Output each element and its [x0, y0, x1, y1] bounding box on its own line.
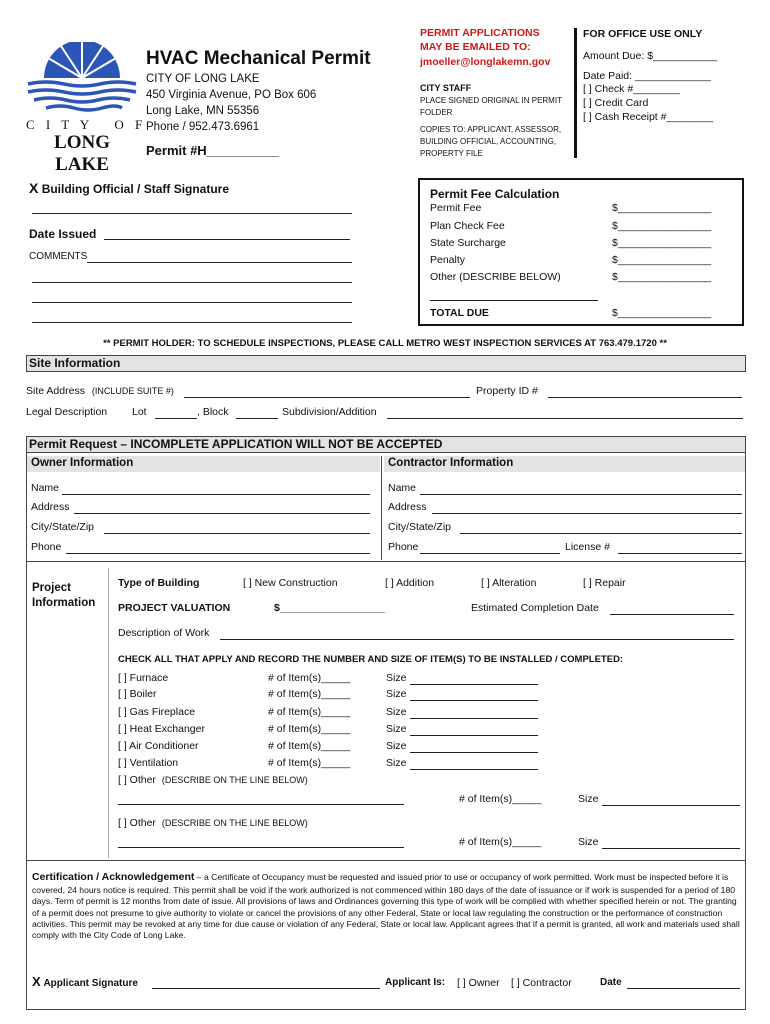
cert-divider	[27, 860, 745, 861]
fee-calculation-box	[418, 178, 744, 326]
cash-receipt-checkbox[interactable]: [ ] Cash Receipt #________	[583, 111, 714, 123]
contractor-phone-line[interactable]	[420, 553, 560, 554]
other-size-label-2: Size	[578, 836, 599, 848]
repair-checkbox[interactable]: [ ] Repair	[583, 577, 626, 589]
heat-exchanger-count-field[interactable]: # of Item(s)_____	[268, 723, 351, 735]
fee-label-penalty: Penalty	[430, 254, 466, 266]
air-conditioner-size-line[interactable]	[410, 752, 538, 753]
ventilation-checkbox[interactable]: [ ] Ventilation	[118, 757, 179, 769]
site-address-row	[26, 385, 746, 397]
description-label: Description of Work	[118, 627, 210, 639]
boiler-count-field[interactable]: # of Item(s)_____	[268, 688, 351, 700]
owner-phone-label: Phone	[31, 541, 62, 553]
site-address-line[interactable]	[184, 397, 470, 398]
city-address-line1: 450 Virginia Avenue, PO Box 606	[146, 89, 317, 101]
ventilation-size-label: Size	[386, 757, 407, 769]
other-description-line-2[interactable]	[118, 847, 404, 848]
other-checkbox-2[interactable]	[118, 817, 308, 829]
gas-fireplace-count-field[interactable]: # of Item(s)_____	[268, 706, 351, 718]
total-due-label: TOTAL DUE	[430, 307, 489, 319]
logo-text-top: C I T Y O F	[26, 117, 147, 132]
furnace-size-line[interactable]	[410, 684, 538, 685]
furnace-size-label: Size	[386, 672, 407, 684]
fee-value-plan-check[interactable]: $________________	[612, 220, 712, 232]
type-of-building-label: Type of Building	[118, 577, 200, 589]
fee-label-state-surcharge: State Surcharge	[430, 237, 506, 249]
owner-heading: Owner Information	[31, 457, 134, 469]
other-count-field-2[interactable]: # of Item(s)_____	[459, 836, 542, 848]
office-use-heading: FOR OFFICE USE ONLY	[583, 28, 703, 40]
owner-city-label: City/State/Zip	[31, 521, 95, 533]
inspection-notice: ** PERMIT HOLDER: TO SCHEDULE INSPECTIONS, PLEASE CALL METRO WEST INSPECTION SERVICES AT 763.479.1720 **	[103, 338, 667, 349]
owner-name-label: Name	[31, 482, 60, 494]
boiler-size-line[interactable]	[410, 700, 538, 701]
other-note-1: (DESCRIBE ON THE LINE BELOW)	[161, 775, 308, 785]
date-issued-line[interactable]	[104, 239, 350, 240]
owner-address-label: Address	[31, 501, 70, 513]
addition-checkbox[interactable]: [ ] Addition	[385, 577, 435, 589]
official-signature-line[interactable]	[32, 213, 352, 214]
applicant-owner-checkbox[interactable]: [ ] Owner	[457, 977, 500, 989]
city-staff-line1: PLACE SIGNED ORIGINAL IN PERMIT	[420, 96, 562, 105]
owner-name-line[interactable]	[62, 494, 370, 495]
fee-label-plan-check: Plan Check Fee	[430, 220, 505, 232]
date-issued-label: Date Issued	[29, 227, 97, 241]
other-label-1: [ ] Other	[118, 774, 156, 786]
fee-label-permit: Permit Fee	[430, 202, 482, 214]
city-staff-heading: CITY STAFF	[420, 83, 472, 93]
other-checkbox-1[interactable]	[118, 774, 308, 786]
applicant-contractor-checkbox[interactable]: [ ] Contractor	[511, 977, 572, 989]
gas-fireplace-size-line[interactable]	[410, 718, 538, 719]
applicant-date-line[interactable]	[627, 988, 740, 989]
project-label-box	[27, 568, 109, 858]
applicant-date-label: Date	[600, 977, 622, 988]
city-staff-line2: FOLDER	[420, 108, 453, 117]
section-divider	[27, 561, 745, 562]
city-name: CITY OF LONG LAKE	[146, 73, 260, 85]
email-address-link[interactable]: jmoeller@longlakemn.gov	[420, 56, 551, 68]
permit-number-field[interactable]: Permit #H__________	[146, 143, 279, 158]
check-all-instructions: CHECK ALL THAT APPLY AND RECORD THE NUMBER AND SIZE OF ITEM(S) TO BE INSTALLED / COMPLETED:	[118, 654, 624, 665]
office-use-divider	[574, 28, 577, 158]
contractor-address-label: Address	[388, 501, 427, 513]
subdivision-label: Subdivision/Addition	[282, 406, 377, 418]
contractor-city-line[interactable]	[460, 533, 742, 534]
other-count-field-1[interactable]: # of Item(s)_____	[459, 793, 542, 805]
city-logo	[26, 42, 147, 175]
furnace-checkbox[interactable]: [ ] Furnace	[118, 672, 169, 684]
copies-line1: COPIES TO: APPLICANT, ASSESSOR,	[420, 125, 562, 134]
license-label: License #	[565, 541, 610, 553]
project-valuation-label: PROJECT VALUATION	[118, 602, 231, 614]
comments-line-4[interactable]	[32, 322, 352, 323]
site-address-note: (INCLUDE SUITE #)	[91, 386, 174, 396]
heat-exchanger-size-line[interactable]	[410, 735, 538, 736]
legal-description-label: Legal Description	[26, 406, 108, 418]
project-label-2: Information	[32, 597, 96, 609]
x-mark: X	[29, 180, 39, 196]
credit-card-checkbox[interactable]: [ ] Credit Card	[583, 97, 649, 109]
total-due-value[interactable]: $________________	[612, 307, 712, 319]
boiler-checkbox[interactable]: [ ] Boiler	[118, 688, 157, 700]
property-id-label: Property ID #	[476, 385, 538, 397]
gas-fireplace-checkbox[interactable]: [ ] Gas Fireplace	[118, 706, 196, 718]
logo-text-bottom: LONG LAKE	[54, 132, 110, 175]
comments-line-2[interactable]	[32, 282, 352, 283]
certification-body: – a Certificate of Occupancy must be requested and issued prior to use or occupancy of work permitted. Work must be inspected before it is covered, 24 hours notice is required. This permit shall be void if the work authorized is not commenced within 180 days of the date of issuance or if work is suspended for a period of 180 days. Term of permit is 12 months from date of issue. All provisions of laws and Ordinances governing this type of work will be complied with whether specified herein or not. The granting of a permit does not presume to give authority to violate or cancel the provisions of any other Federal, State or local law regulating the construction or the performance of construction activities. This permit may be revoked at any time for due cause or violation of any Federal, State or local law. Applicant agrees that if a permit is granted, all work and materials used shall comply with the City Code of Long Lake.	[32, 872, 740, 941]
applicant-signature-row	[32, 974, 138, 989]
owner-city-line[interactable]	[104, 533, 370, 534]
applicant-signature-line[interactable]	[152, 988, 380, 989]
page-title: HVAC Mechanical Permit	[146, 48, 371, 69]
email-heading-2: MAY BE EMAILED TO:	[420, 41, 531, 53]
other-note-2: (DESCRIBE ON THE LINE BELOW)	[161, 818, 308, 828]
comments-line-3[interactable]	[32, 302, 352, 303]
alteration-checkbox[interactable]: [ ] Alteration	[481, 577, 537, 589]
contractor-city-label: City/State/Zip	[388, 521, 452, 533]
contractor-name-line[interactable]	[420, 494, 742, 495]
fee-value-state-surcharge[interactable]: $________________	[612, 237, 712, 249]
completion-date-label: Estimated Completion Date	[471, 602, 599, 614]
copies-line3: PROPERTY FILE	[420, 149, 483, 158]
sun-waves-icon	[26, 42, 138, 112]
fee-other-description-line[interactable]	[430, 300, 598, 301]
license-line[interactable]	[618, 553, 742, 554]
description-line[interactable]	[220, 639, 734, 640]
fee-value-other[interactable]: $________________	[612, 271, 712, 283]
fee-label-other: Other (DESCRIBE BELOW)	[430, 271, 561, 283]
official-signature-label	[29, 180, 229, 196]
city-phone: Phone / 952.473.6961	[146, 121, 260, 133]
ventilation-count-field[interactable]: # of Item(s)_____	[268, 757, 351, 769]
amount-due-field[interactable]: Amount Due: $___________	[583, 50, 718, 62]
site-info-heading: Site Information	[26, 355, 746, 372]
air-conditioner-size-label: Size	[386, 740, 407, 752]
owner-address-line[interactable]	[74, 513, 370, 514]
project-label-1: Project	[32, 582, 71, 594]
heat-exchanger-size-label: Size	[386, 723, 407, 735]
owner-phone-line[interactable]	[66, 553, 370, 554]
other-size-label-1: Size	[578, 793, 599, 805]
lot-label: Lot	[132, 406, 147, 418]
certification-text	[32, 871, 742, 942]
subdivision-line[interactable]	[387, 418, 743, 419]
fee-value-permit[interactable]: $________________	[612, 202, 712, 214]
gas-fireplace-size-label: Size	[386, 706, 407, 718]
copies-line2: BUILDING OFFICIAL, ACCOUNTING,	[420, 137, 557, 146]
property-id-line[interactable]	[548, 397, 742, 398]
air-conditioner-count-field[interactable]: # of Item(s)_____	[268, 740, 351, 752]
official-signature-text: Building Official / Staff Signature	[41, 182, 230, 196]
other-label-2: [ ] Other	[118, 817, 156, 829]
applicant-x-mark: X	[32, 974, 41, 989]
project-valuation-field[interactable]: $__________________	[274, 602, 385, 614]
contractor-phone-label: Phone	[388, 541, 419, 553]
site-address-label: Site Address	[26, 385, 85, 397]
contractor-heading: Contractor Information	[388, 457, 514, 469]
lot-line[interactable]	[155, 418, 197, 419]
applicant-is-label: Applicant Is:	[385, 977, 446, 988]
comments-label: COMMENTS	[29, 251, 88, 262]
email-heading-1: PERMIT APPLICATIONS	[420, 27, 540, 39]
furnace-count-field[interactable]: # of Item(s)_____	[268, 672, 351, 684]
city-address-line2: Long Lake, MN 55356	[146, 105, 260, 117]
applicant-is-text: Applicant Is	[385, 977, 442, 988]
block-line[interactable]	[236, 418, 278, 419]
certification-heading: Certification / Acknowledgement	[32, 871, 195, 883]
contractor-address-line[interactable]	[432, 513, 742, 514]
contractor-name-label: Name	[388, 482, 417, 494]
check-checkbox[interactable]: [ ] Check #________	[583, 83, 680, 95]
boiler-size-label: Size	[386, 688, 407, 700]
owner-contractor-divider	[381, 456, 382, 560]
applicant-signature-label: Applicant Signature	[43, 978, 138, 989]
block-label: , Block	[197, 406, 229, 418]
other-description-line-1[interactable]	[118, 804, 404, 805]
new-construction-checkbox[interactable]: [ ] New Construction	[243, 577, 338, 589]
permit-request-heading: Permit Request – INCOMPLETE APPLICATION WILL NOT BE ACCEPTED	[26, 436, 746, 453]
completion-date-line[interactable]	[610, 614, 734, 615]
fee-value-penalty[interactable]: $________________	[612, 254, 712, 266]
fee-heading: Permit Fee Calculation	[430, 187, 560, 201]
other-size-line-1[interactable]	[602, 805, 740, 806]
air-conditioner-checkbox[interactable]: [ ] Air Conditioner	[118, 740, 199, 752]
comments-line-1[interactable]	[87, 262, 352, 263]
ventilation-size-line[interactable]	[410, 769, 538, 770]
other-size-line-2[interactable]	[602, 848, 740, 849]
date-paid-field[interactable]: Date Paid: _____________	[583, 70, 711, 82]
heat-exchanger-checkbox[interactable]: [ ] Heat Exchanger	[118, 723, 205, 735]
